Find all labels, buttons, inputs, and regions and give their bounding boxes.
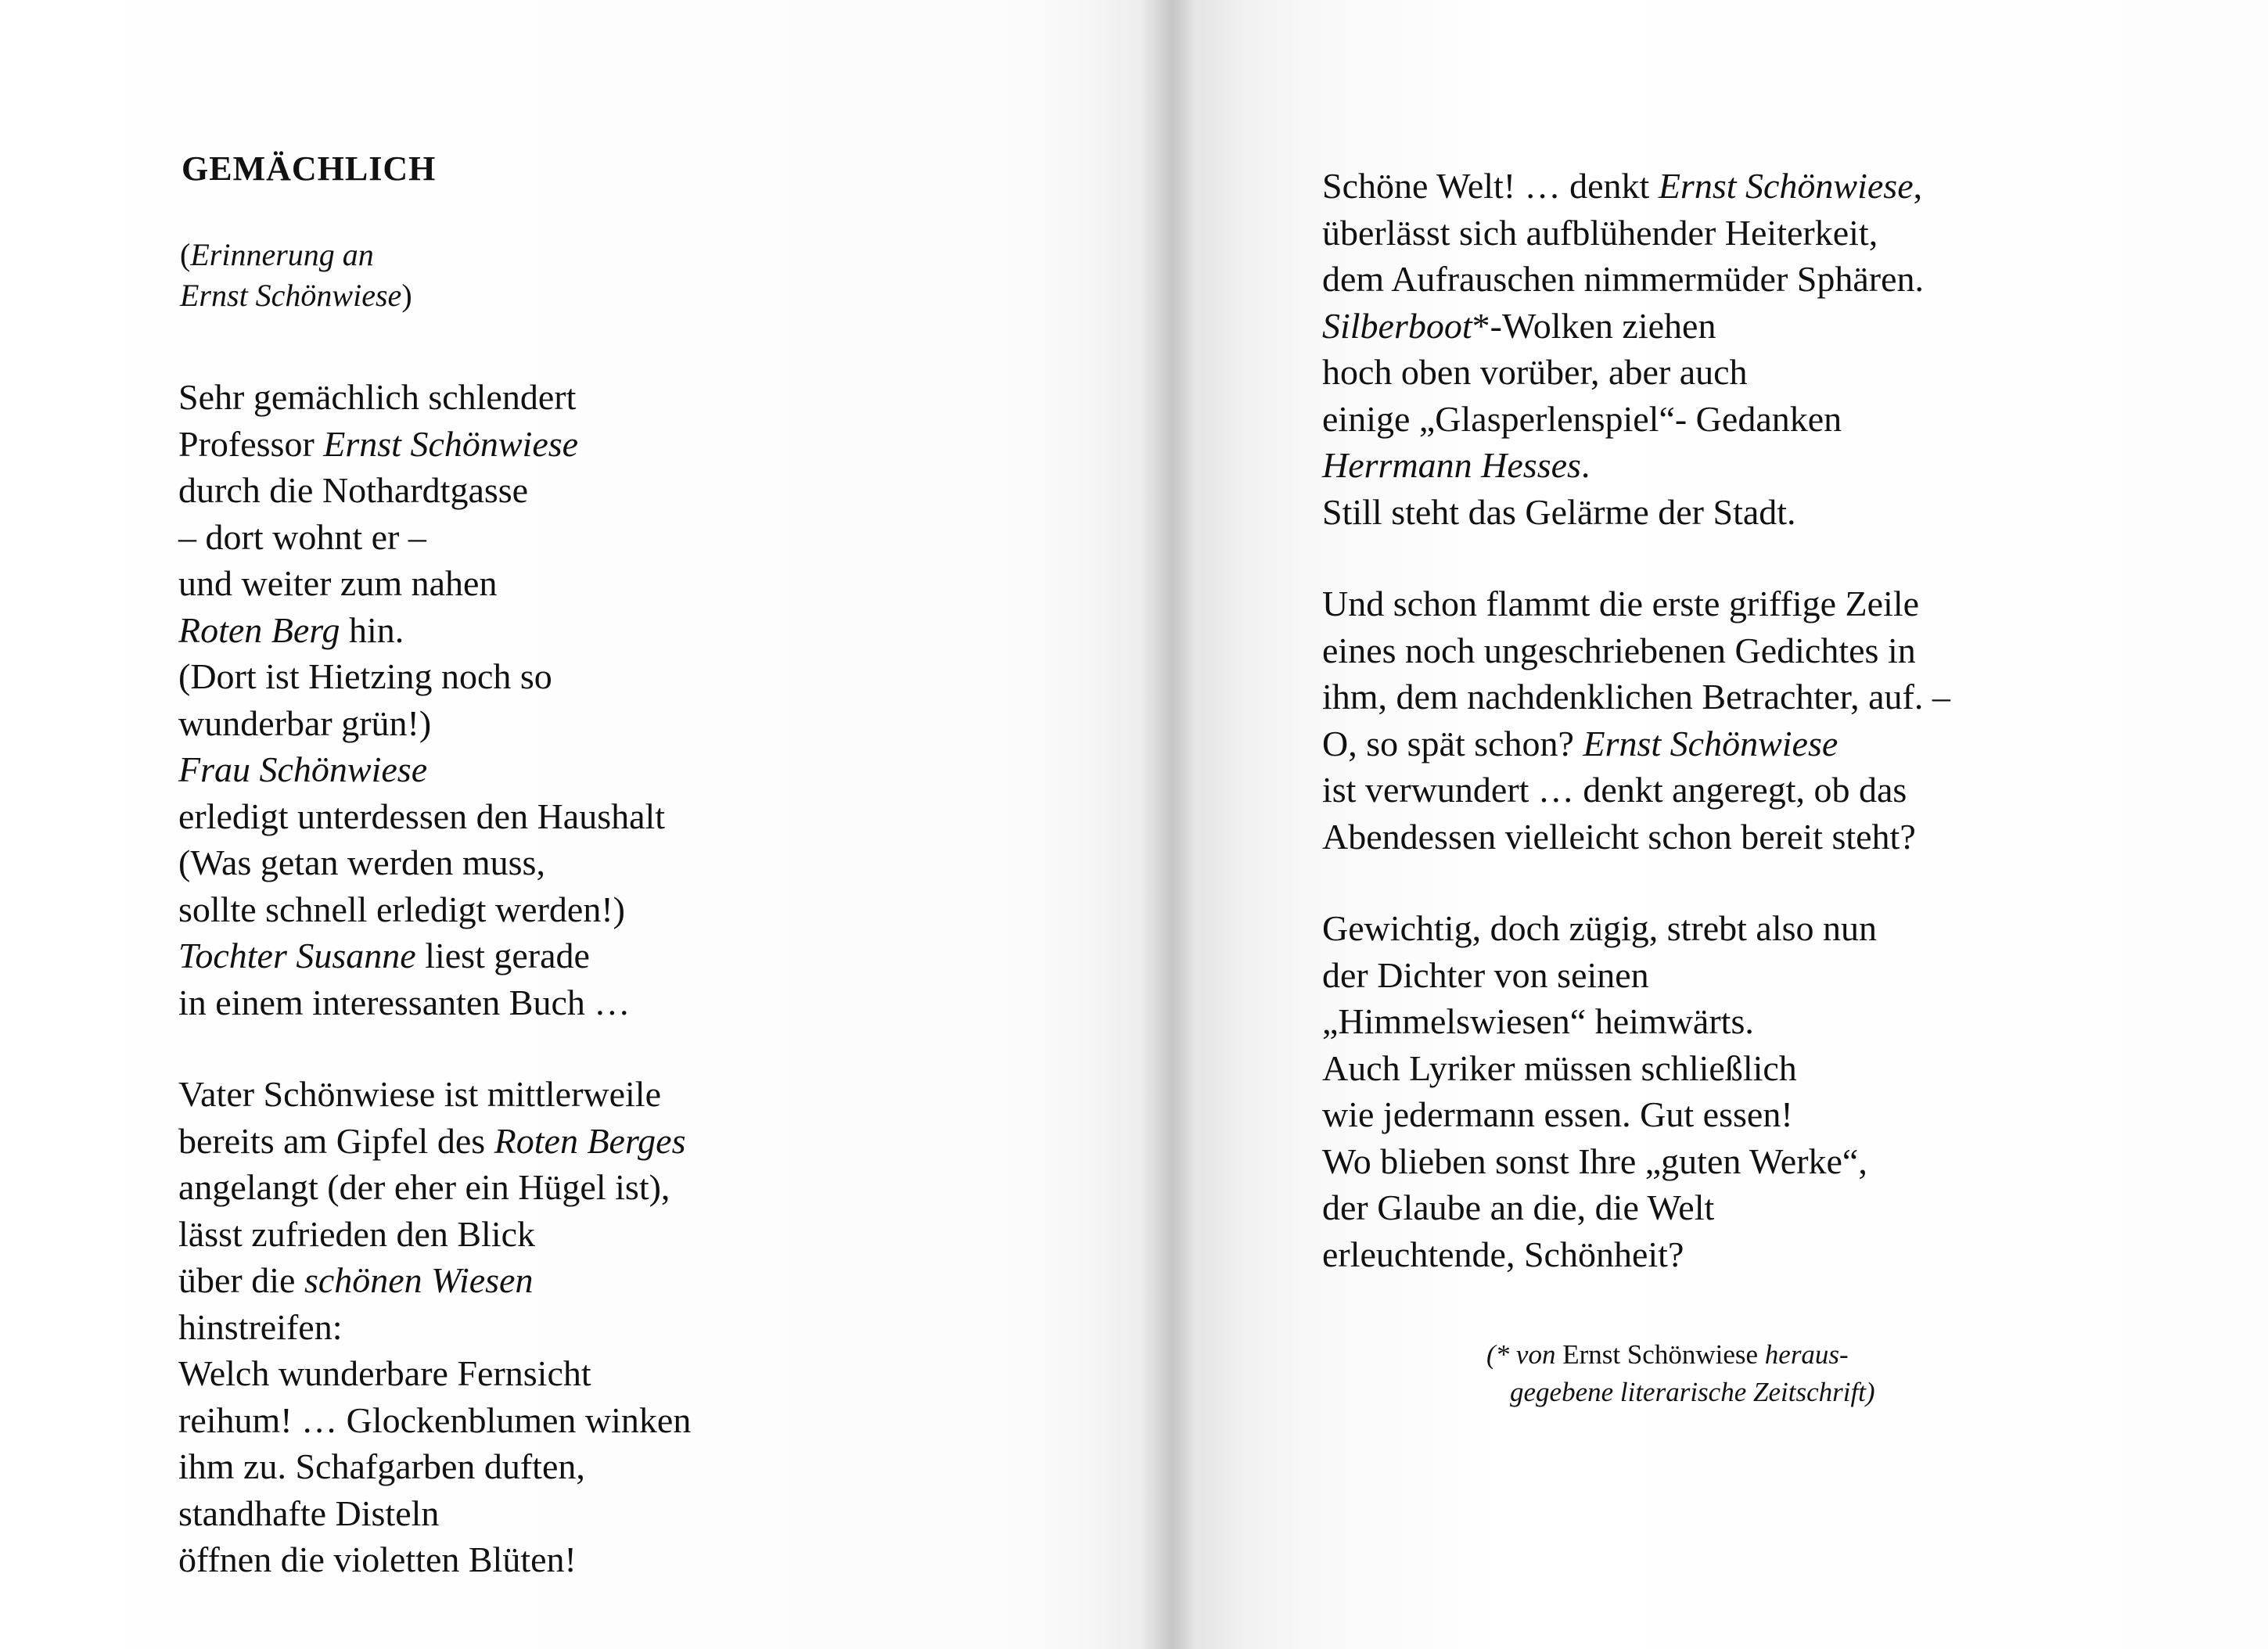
text-line: [1322, 1091, 1950, 1138]
text-segment: öffnen die violetten Blüten!: [178, 1539, 577, 1579]
text-segment: liest gerade: [415, 936, 590, 975]
text-line: [1322, 998, 1950, 1045]
stanza-gap: [1322, 535, 1950, 580]
text-segment: Ernst Schönwiese: [1555, 1339, 1765, 1370]
italic-segment: (* von: [1486, 1339, 1556, 1370]
italic-segment: Ernst Schönwiese: [1658, 166, 1914, 206]
text-line: [178, 700, 691, 747]
text-segment: (Dort ist Hietzing noch so: [178, 656, 552, 696]
text-line: [1322, 303, 1950, 350]
text-segment: Schöne Welt! … denkt: [1322, 166, 1659, 206]
text-segment: angelangt (der eher ein Hügel ist),: [178, 1167, 670, 1207]
italic-segment: Erinnerung an: [190, 237, 374, 272]
text-line: [178, 1490, 691, 1537]
text-line: [1322, 952, 1950, 999]
text-segment: erledigt unterdessen den Haushalt: [178, 796, 666, 836]
italic-segment: Ernst Schönwiese: [1583, 723, 1838, 763]
text-segment: ihm, dem nachdenklichen Betrachter, auf. –: [1322, 677, 1950, 717]
text-segment: durch die Nothardtgasse: [178, 470, 529, 510]
italic-segment: Ernst Schönwiese: [323, 423, 579, 464]
text-segment: ist verwundert … denkt angeregt, ob das: [1322, 770, 1907, 810]
text-segment: und weiter zum nahen: [178, 563, 498, 603]
text-line: [178, 793, 691, 840]
text-segment: dem Aufrauschen nimmermüder Sphären.: [1322, 259, 1924, 299]
text-segment: (: [180, 237, 191, 272]
left-poem-body: [178, 374, 691, 1583]
italic-segment: Tochter Susanne: [178, 936, 416, 975]
text-line: [1322, 349, 1950, 396]
text-segment: .: [1580, 445, 1590, 485]
text-line: [178, 1257, 691, 1304]
text-line: [1322, 1231, 1950, 1278]
text-segment: Professor: [178, 423, 324, 464]
italic-segment: Frau Schönwiese: [178, 749, 428, 789]
text-segment: Vater Schönwiese ist mittlerweile: [178, 1074, 662, 1114]
text-segment: eines noch ungeschriebenen Gedichtes in: [1322, 630, 1916, 670]
text-segment: Auch Lyriker müssen schließlich: [1322, 1047, 1797, 1088]
text-segment: hinstreifen:: [178, 1306, 343, 1347]
text-line: [1322, 905, 1950, 952]
text-segment: reihum! … Glockenblumen winken: [178, 1399, 692, 1440]
text-segment: Wo blieben sonst Ihre „guten Werke“,: [1322, 1141, 1867, 1181]
right-poem-body: [1322, 163, 1950, 1277]
italic-segment: heraus-: [1764, 1339, 1849, 1370]
text-segment: hin.: [340, 609, 404, 650]
poem-dedication: [180, 235, 412, 316]
text-line: [178, 1443, 691, 1490]
text-segment: in einem interessanten Buch …: [178, 982, 631, 1022]
text-line: [178, 653, 691, 700]
text-segment: Still steht das Gelärme der Stadt.: [1322, 491, 1796, 532]
text-segment: ): [401, 278, 412, 313]
text-line: [178, 1211, 691, 1258]
text-segment: über die: [178, 1260, 304, 1300]
text-segment: überlässt sich aufblühender Heiterkeit,: [1322, 212, 1878, 253]
text-segment: wunderbar grün!): [178, 702, 432, 743]
text-line: [178, 1164, 691, 1211]
text-segment: Abendessen vielleicht schon bereit steht?: [1322, 816, 1916, 857]
text-segment: Und schon flammt die erste griffige Zeile: [1322, 584, 1920, 623]
text-segment: wie jedermann essen. Gut essen!: [1322, 1094, 1793, 1134]
text-line: [1322, 580, 1950, 627]
text-line: [178, 1118, 691, 1165]
text-line: [1322, 489, 1950, 536]
text-line: [1322, 674, 1950, 720]
text-line: [180, 235, 412, 275]
text-line: [178, 886, 691, 933]
text-line: [178, 467, 691, 514]
text-line: [1322, 442, 1950, 489]
text-line: [1322, 256, 1950, 303]
text-segment: ihm zu. Schafgarben duften,: [178, 1446, 585, 1486]
text-line: [178, 607, 691, 654]
text-line: [178, 514, 691, 561]
text-segment: O, so spät schon?: [1322, 723, 1583, 763]
italic-segment: Ernst Schönwiese: [180, 278, 402, 313]
text-line: [178, 1071, 691, 1118]
text-line: [180, 275, 412, 316]
text-line: [1486, 1374, 1875, 1411]
text-segment: (Was getan werden muss,: [178, 842, 545, 882]
text-segment: Sehr gemächlich schlendert: [178, 377, 577, 417]
text-segment: ,: [1913, 166, 1923, 206]
text-line: [1322, 396, 1950, 443]
text-segment: „Himmelswiesen“ heimwärts.: [1322, 1001, 1754, 1041]
footnote: [1486, 1336, 1875, 1411]
text-line: [178, 1536, 691, 1583]
text-line: [178, 374, 691, 421]
text-line: [178, 1397, 691, 1444]
text-line: [1322, 814, 1950, 860]
text-segment: Gewichtig, doch zügig, strebt also nun: [1322, 908, 1878, 948]
text-line: [178, 560, 691, 607]
text-line: [1322, 720, 1950, 767]
text-segment: der Dichter von seinen: [1322, 954, 1649, 995]
italic-segment: gegebene literarische Zeitschrift): [1510, 1377, 1875, 1407]
text-segment: erleuchtende, Schönheit?: [1322, 1234, 1684, 1274]
text-segment: *-Wolken ziehen: [1472, 305, 1716, 346]
text-line: [178, 746, 691, 793]
italic-segment: Roten Berg: [178, 609, 340, 650]
text-line: [1322, 1184, 1950, 1231]
text-line: [1322, 1045, 1950, 1092]
text-segment: bereits am Gipfel des: [178, 1120, 494, 1161]
poem-title: GEMÄCHLICH: [182, 149, 437, 188]
text-segment: einige „Glasperlenspiel“- Gedanken: [1322, 398, 1842, 439]
text-line: [178, 1304, 691, 1351]
text-line: [178, 839, 691, 886]
text-segment: der Glaube an die, die Welt: [1322, 1187, 1715, 1227]
text-line: [178, 1350, 691, 1397]
text-segment: Welch wunderbare Fernsicht: [178, 1353, 591, 1393]
text-line: [178, 932, 691, 979]
text-line: [1322, 767, 1950, 814]
stanza-gap: [178, 1026, 691, 1071]
text-segment: hoch oben vorüber, aber auch: [1322, 352, 1748, 392]
italic-segment: Herrmann Hesses: [1322, 445, 1581, 485]
text-line: [1322, 1138, 1950, 1185]
text-segment: standhafte Disteln: [178, 1493, 440, 1533]
text-segment: lässt zufrieden den Blick: [178, 1213, 536, 1254]
text-segment: – dort wohnt er –: [178, 516, 426, 557]
text-segment: sollte schnell erledigt werden!): [178, 889, 625, 929]
text-line: [1322, 210, 1950, 257]
text-line: [1322, 163, 1950, 210]
text-line: [178, 979, 691, 1026]
text-line: [178, 421, 691, 468]
italic-segment: Roten Berges: [494, 1120, 686, 1161]
text-line: [1322, 627, 1950, 674]
italic-segment: schönen Wiesen: [304, 1260, 534, 1300]
text-line: [1486, 1336, 1875, 1374]
italic-segment: Silberboot: [1322, 305, 1472, 346]
stanza-gap: [1322, 860, 1950, 905]
